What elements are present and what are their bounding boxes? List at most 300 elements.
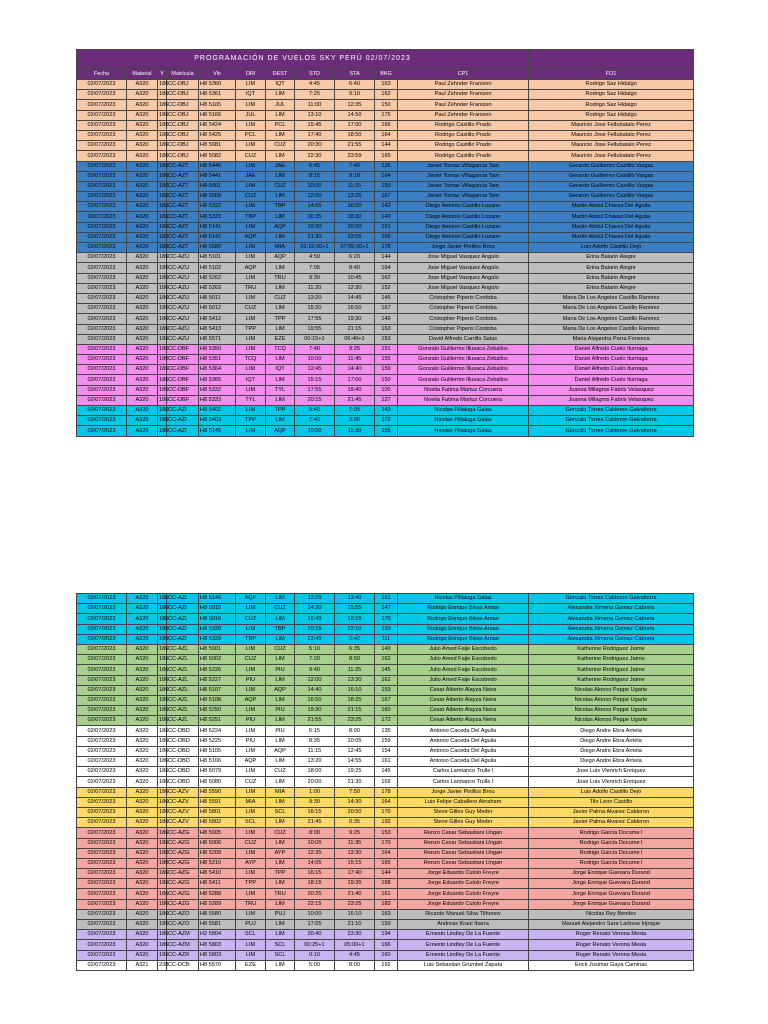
cell-seats: 186 [158, 716, 167, 726]
cell-date: 02/07/2023 [77, 655, 127, 665]
cell-std: 01:15:00+1 [295, 243, 335, 253]
cell-date: 02/07/2023 [77, 344, 127, 354]
cell-date: 02/07/2023 [77, 787, 127, 797]
cell-first-officer: Joanna Milagros Fabris Velasquez [529, 395, 694, 405]
cell-date: 02/07/2023 [77, 675, 127, 685]
cell-destination: PIU [266, 706, 295, 716]
cell-destination: LIM [266, 110, 295, 120]
cell-registration: CC-AZG [167, 838, 199, 848]
cell-std: 00:25+1 [295, 940, 335, 950]
cell-std: 14:30 [295, 604, 335, 614]
cell-captain: Steve Gilles Guy Meder [398, 807, 529, 817]
cell-date: 02/07/2023 [77, 212, 127, 222]
cell-flight: H8 5801 [199, 807, 236, 817]
cell-sta: 8:00 [335, 960, 375, 970]
cell-origin: LIM [236, 706, 266, 716]
cell-aircraft: A320 [127, 110, 158, 120]
cell-destination: LIM [266, 151, 295, 161]
cell-aircraft: A320 [127, 283, 158, 293]
cell-aircraft: A320 [127, 838, 158, 848]
cell-captain: Javier Tomas Villagarcia Tam [398, 181, 529, 191]
cell-captain: Jose Miguel Vasquez Angulo [398, 263, 529, 273]
cell-aircraft: A320 [127, 594, 158, 604]
cell-captain: Ernesto Lindley De La Fuente [398, 940, 529, 950]
cell-origin: LIM [236, 940, 266, 950]
table-row [77, 283, 694, 293]
cell-aircraft: A320 [127, 375, 158, 385]
cell-registration: CC-DBD [167, 726, 199, 736]
cell-first-officer: Tilo Leon Castillo [529, 797, 694, 807]
cell-origin: PUJ [236, 920, 266, 930]
cell-seats: 186 [158, 232, 167, 242]
cell-captain: Paul Zehnder Franizen [398, 110, 529, 120]
cell-sta: 21:15 [335, 324, 375, 334]
cell-captain: Cristopher Piperis Cordoba [398, 314, 529, 324]
table-row [77, 192, 694, 202]
cell-sta: 6:40 [335, 80, 375, 90]
cell-date: 02/07/2023 [77, 141, 127, 151]
cell-aircraft: A320 [127, 675, 158, 685]
cell-origin: LIM [236, 848, 266, 858]
cell-std: 20:00 [295, 777, 335, 787]
cell-date: 02/07/2023 [77, 889, 127, 899]
cell-date: 02/07/2023 [77, 395, 127, 405]
cell-destination: AYP [266, 848, 295, 858]
cell-destination: LIM [266, 736, 295, 746]
cell-sta: 7:05 [335, 406, 375, 416]
cell-sta: 17:40 [335, 869, 375, 879]
cell-sta: 9:25 [335, 344, 375, 354]
cell-aircraft: A320 [127, 644, 158, 654]
table-row [77, 90, 694, 100]
table-row [77, 293, 694, 303]
cell-captain: Jorge Eduardo Culolo Freyre [398, 899, 529, 909]
cell-registration: CC-AZR [167, 950, 199, 960]
cell-first-officer: Rodrigo Garcia Docume l [529, 848, 694, 858]
cell-std: 8:15 [295, 171, 335, 181]
cell-aircraft: A320 [127, 665, 158, 675]
cell-destination: LIM [266, 192, 295, 202]
cell-destination: LIM [266, 920, 295, 930]
cell-booked: 164 [375, 263, 398, 273]
cell-captain: Rodrigo Enrique Bless Arnao [398, 624, 529, 634]
cell-registration: CC-AZV [167, 818, 199, 828]
cell-origin: LIM [236, 120, 266, 130]
cell-origin: SCL [236, 930, 266, 940]
cell-sta: 6:20 [335, 253, 375, 263]
cell-booked: 152 [375, 283, 398, 293]
cell-destination: LIM [266, 355, 295, 365]
table-row [77, 848, 694, 858]
cell-seats: 186 [158, 807, 167, 817]
cell-aircraft: A320 [127, 746, 158, 756]
cell-registration: CC-AZU [167, 293, 199, 303]
cell-booked: 153 [375, 828, 398, 838]
cell-std: 19:20 [295, 222, 335, 232]
cell-seats: 186 [158, 385, 167, 395]
cell-flight: H8 5165 [199, 100, 236, 110]
cell-std: 19:55 [295, 324, 335, 334]
cell-date: 02/07/2023 [77, 695, 127, 705]
table-row [77, 324, 694, 334]
cell-seats: 186 [158, 243, 167, 253]
cell-registration: CC-AZU [167, 273, 199, 283]
cell-booked: 146 [375, 293, 398, 303]
cell-origin: LIM [236, 746, 266, 756]
cell-origin: LIM [236, 604, 266, 614]
cell-booked: 149 [375, 644, 398, 654]
cell-origin: TYL [236, 395, 266, 405]
cell-std: 4:50 [295, 253, 335, 263]
cell-aircraft: A320 [127, 828, 158, 838]
cell-booked: 161 [375, 594, 398, 604]
cell-date: 02/07/2023 [77, 110, 127, 120]
cell-registration: CC-AZT [167, 192, 199, 202]
cell-origin: CUZ [236, 151, 266, 161]
cell-flight: H8 5328 [199, 624, 236, 634]
cell-first-officer: Jorge Enrique Guevara Durand [529, 889, 694, 899]
cell-date: 02/07/2023 [77, 757, 127, 767]
cell-std: 14:05 [295, 858, 335, 868]
cell-destination: TBP [266, 202, 295, 212]
cell-seats: 186 [158, 395, 167, 405]
cell-origin: MIA [236, 797, 266, 807]
cell-captain: Diego Antonio Castillo Lozano [398, 202, 529, 212]
cell-std: 17:40 [295, 130, 335, 140]
cell-captain: Cesar Alberto Alayza Neira [398, 716, 529, 726]
cell-destination: LIM [266, 858, 295, 868]
cell-booked: 145 [375, 665, 398, 675]
cell-destination: TPP [266, 869, 295, 879]
cell-std: 15:45 [295, 120, 335, 130]
cell-first-officer: Mauricio Jose Fellubatalo Perez [529, 141, 694, 151]
cell-first-officer: Nicolas Alonso Peppe Ugarte [529, 706, 694, 716]
cell-flight: H8 5350 [199, 344, 236, 354]
cell-registration: CC-AZG [167, 848, 199, 858]
cell-sta: 12:30 [335, 283, 375, 293]
cell-std: 5:00 [295, 960, 335, 970]
cell-flight: H8 5802 [199, 818, 236, 828]
cell-first-officer: Daniel Alfredo Cuelo Iturriaga [529, 344, 694, 354]
cell-sta: 20:50 [335, 222, 375, 232]
column-header-destination: DEST [266, 69, 295, 80]
cell-seats: 186 [158, 344, 167, 354]
table-row [77, 355, 694, 365]
cell-origin: AYP [236, 858, 266, 868]
table-row [77, 716, 694, 726]
cell-flight: H8 5145 [199, 426, 236, 436]
cell-origin: IQT [236, 90, 266, 100]
cell-captain: Ricardo Manuel Silva Tlihonov [398, 909, 529, 919]
table-row [77, 395, 694, 405]
cell-aircraft: A320 [127, 736, 158, 746]
cell-std: 17:55 [295, 314, 335, 324]
table-row [77, 181, 694, 191]
cell-captain: Julio Amed Faije Escobedo [398, 644, 529, 654]
cell-sta: 9:25 [335, 828, 375, 838]
cell-booked: 165 [375, 151, 398, 161]
cell-seats: 186 [158, 314, 167, 324]
cell-aircraft: A320 [127, 263, 158, 273]
cell-first-officer: Alexandra Ximena Gomez Cabrera [529, 614, 694, 624]
cell-destination: LIM [266, 838, 295, 848]
cell-sta: 19:35 [335, 879, 375, 889]
cell-aircraft: A320 [127, 920, 158, 930]
cell-seats: 186 [158, 920, 167, 930]
cell-destination: CUZ [266, 293, 295, 303]
cell-sta: 07:05:00+1 [335, 243, 375, 253]
cell-std: 12:05 [295, 594, 335, 604]
cell-flight: H8 5440 [199, 161, 236, 171]
cell-seats: 186 [158, 726, 167, 736]
cell-first-officer: Nicolas Alonso Peppe Ugarte [529, 716, 694, 726]
cell-destination: CUZ [266, 828, 295, 838]
cell-std: 20:15 [295, 395, 335, 405]
cell-first-officer: Erick Josimar Gaya Caminas [529, 960, 694, 970]
cell-first-officer: Javier Palma Alvarez Calderon [529, 807, 694, 817]
cell-seats: 186 [158, 767, 167, 777]
cell-std: 20:15 [295, 624, 335, 634]
cell-registration: CC-AZU [167, 304, 199, 314]
cell-std: 7:25 [295, 90, 335, 100]
cell-flight: H8 5146 [199, 594, 236, 604]
cell-first-officer: Jose Luis Vlenrich Enriquez [529, 767, 694, 777]
cell-aircraft: A320 [127, 950, 158, 960]
cell-first-officer: Luis Adolfo Castillo Dejo [529, 243, 694, 253]
cell-origin: AQP [236, 232, 266, 242]
cell-sta: 18:30 [335, 212, 375, 222]
cell-registration: CC-AZT [167, 243, 199, 253]
cell-aircraft: A320 [127, 181, 158, 191]
cell-registration: CC-AZG [167, 869, 199, 879]
cell-date: 02/07/2023 [77, 324, 127, 334]
cell-booked: 158 [375, 879, 398, 889]
cell-first-officer: Martin Abdul Chavez Del Aguila [529, 232, 694, 242]
cell-date: 02/07/2023 [77, 940, 127, 950]
cell-aircraft: A320 [127, 80, 158, 90]
cell-origin: LIM [236, 828, 266, 838]
cell-sta: 14:55 [335, 757, 375, 767]
cell-destination: LIM [266, 757, 295, 767]
cell-destination: LIM [266, 960, 295, 970]
cell-registration: CC-AZL [167, 695, 199, 705]
cell-destination: JUL [266, 100, 295, 110]
cell-captain: Steve Gilles Guy Meder [398, 818, 529, 828]
table-row [77, 869, 694, 879]
cell-destination: LIM [266, 324, 295, 334]
cell-aircraft: A320 [127, 858, 158, 868]
cell-registration: CC-AZU [167, 324, 199, 334]
cell-aircraft: A320 [127, 930, 158, 940]
cell-destination: CUZ [266, 767, 295, 777]
cell-flight: H8 5226 [199, 665, 236, 675]
cell-sta: 23:05 [335, 232, 375, 242]
cell-captain: Paul Zehnder Franizen [398, 100, 529, 110]
cell-flight: H8 5263 [199, 283, 236, 293]
table-row [77, 726, 694, 736]
cell-origin: TPP [236, 324, 266, 334]
cell-booked: 164 [375, 130, 398, 140]
cell-sta: 14:45 [335, 293, 375, 303]
cell-seats: 186 [158, 930, 167, 940]
cell-seats: 186 [158, 604, 167, 614]
cell-origin: IQT [236, 375, 266, 385]
cell-destination: LIM [266, 416, 295, 426]
cell-date: 02/07/2023 [77, 416, 127, 426]
cell-sta: 18:25 [335, 695, 375, 705]
cell-booked: 159 [375, 736, 398, 746]
table-row [77, 828, 694, 838]
cell-std: 10:05 [295, 838, 335, 848]
cell-aircraft: A320 [127, 314, 158, 324]
table-row [77, 243, 694, 253]
cell-first-officer: Diego Andre Ebra Arriela [529, 726, 694, 736]
cell-date: 02/07/2023 [77, 899, 127, 909]
cell-captain: Rodrigo Castillo Prado [398, 151, 529, 161]
cell-seats: 186 [158, 355, 167, 365]
cell-flight: H8 5227 [199, 675, 236, 685]
cell-flight: H8 5080 [199, 777, 236, 787]
cell-booked: 160 [375, 706, 398, 716]
cell-captain: Diego Antonio Castillo Lozano [398, 212, 529, 222]
cell-first-officer: Erina Balarin Alegre [529, 273, 694, 283]
cell-std: 10:00 [295, 909, 335, 919]
cell-origin: LIM [236, 141, 266, 151]
cell-destination: EZE [266, 334, 295, 344]
cell-flight: H8 5351 [199, 355, 236, 365]
cell-sta: 22:10 [335, 624, 375, 634]
cell-aircraft: A320 [127, 334, 158, 344]
cell-booked: 164 [375, 848, 398, 858]
cell-std: 9:30 [295, 797, 335, 807]
cell-captain: Julio Amed Faije Escobedo [398, 655, 529, 665]
cell-std: 16:45 [295, 614, 335, 624]
table-row [77, 375, 694, 385]
cell-aircraft: A320 [127, 293, 158, 303]
cell-seats: 186 [158, 909, 167, 919]
cell-sta: 11:30 [335, 426, 375, 436]
cell-sta: 23:25 [335, 716, 375, 726]
cell-destination: TCQ [266, 344, 295, 354]
cell-captain: Cristopher Piperis Cordoba [398, 304, 529, 314]
cell-registration: CC-AZU [167, 263, 199, 273]
cell-destination: LIM [266, 675, 295, 685]
cell-std: 21:55 [295, 716, 335, 726]
cell-first-officer: Alexandra Ximena Gomez Cabrera [529, 604, 694, 614]
table-body-1 [77, 80, 694, 437]
cell-std: 20:30 [295, 141, 335, 151]
cell-origin: CUZ [236, 304, 266, 314]
cell-registration: CC-AZV [167, 807, 199, 817]
cell-first-officer: Jose Luis Vlenrich Enriquez [529, 777, 694, 787]
cell-date: 02/07/2023 [77, 90, 127, 100]
cell-date: 02/07/2023 [77, 243, 127, 253]
cell-origin: LIM [236, 253, 266, 263]
cell-date: 02/07/2023 [77, 716, 127, 726]
cell-first-officer: Nicolas Rey Benites [529, 909, 694, 919]
cell-registration: CC-AZT [167, 222, 199, 232]
cell-sta: 8:50 [335, 655, 375, 665]
cell-aircraft: A320 [127, 757, 158, 767]
cell-origin: CUZ [236, 777, 266, 787]
cell-flight: H8 5289 [199, 899, 236, 909]
cell-origin: LIM [236, 665, 266, 675]
cell-first-officer: Jorge Enrique Guevara Durand [529, 869, 694, 879]
cell-destination: TBP [266, 624, 295, 634]
cell-sta: 12:35 [335, 100, 375, 110]
cell-seats: 186 [158, 304, 167, 314]
cell-captain: Julio Amed Faije Escobedo [398, 665, 529, 675]
cell-captain: Cristopher Piperis Cordoba [398, 293, 529, 303]
cell-first-officer: Rodrigo Saz Hidalgo [529, 110, 694, 120]
cell-aircraft: A320 [127, 634, 158, 644]
cell-first-officer: Rodrigo Garcia Docume l [529, 858, 694, 868]
table-row [77, 385, 694, 395]
table-row [77, 665, 694, 675]
cell-first-officer: Maria De Los Angeles Castillo Ramirez [529, 293, 694, 303]
cell-booked: 160 [375, 950, 398, 960]
cell-sta: 9:00 [335, 416, 375, 426]
cell-captain: Javier Tomas Villagarcia Tam [398, 192, 529, 202]
cell-captain: Paul Zehnder Franizen [398, 90, 529, 100]
cell-registration: CC-AZV [167, 797, 199, 807]
cell-origin: LIM [236, 909, 266, 919]
cell-seats: 186 [158, 90, 167, 100]
cell-booked: 161 [375, 889, 398, 899]
cell-registration: CC-AZI [167, 604, 199, 614]
table-row [77, 80, 694, 90]
cell-registration: CC-DBJ [167, 110, 199, 120]
cell-origin: PIU [236, 736, 266, 746]
cell-first-officer: Diego Andre Ebra Arriela [529, 736, 694, 746]
cell-date: 02/07/2023 [77, 838, 127, 848]
cell-booked: 145 [375, 767, 398, 777]
cell-registration: CC-AZL [167, 706, 199, 716]
cell-aircraft: A320 [127, 624, 158, 634]
cell-origin: LIM [236, 181, 266, 191]
cell-date: 02/07/2023 [77, 828, 127, 838]
cell-aircraft: A320 [127, 818, 158, 828]
cell-std: 12:00 [295, 192, 335, 202]
cell-captain: Jorge Javier Pinillos Brou [398, 787, 529, 797]
cell-aircraft: A320 [127, 685, 158, 695]
cell-date: 02/07/2023 [77, 869, 127, 879]
cell-booked: 163 [375, 324, 398, 334]
cell-destination: AQP [266, 685, 295, 695]
cell-origin: LIM [236, 161, 266, 171]
cell-captain: Rodrigo Castillo Prado [398, 120, 529, 130]
cell-first-officer: Gerardo Guillermo Castillo Vargas [529, 161, 694, 171]
cell-booked: 144 [375, 141, 398, 151]
cell-captain: Gonzalo Guillermo Illusaca Zeballos [398, 355, 529, 365]
cell-first-officer: Katherine Rodriguez Jaime [529, 644, 694, 654]
cell-registration: CC-AZM [167, 930, 199, 940]
cell-flight: H8 5001 [199, 644, 236, 654]
cell-first-officer: Luis Adolfo Castillo Dejo [529, 787, 694, 797]
cell-seats: 186 [158, 879, 167, 889]
cell-aircraft: A320 [127, 304, 158, 314]
cell-seats: 186 [158, 736, 167, 746]
cell-origin: CUZ [236, 192, 266, 202]
cell-first-officer: Jorge Enrique Guevara Durand [529, 879, 694, 889]
cell-sta: 14:40 [335, 365, 375, 375]
cell-captain: Diego Antonio Castillo Lozano [398, 232, 529, 242]
cell-captain: Carlos Lamtanco Trulle l [398, 767, 529, 777]
cell-std: 7:40 [295, 344, 335, 354]
cell-booked: 100 [375, 385, 398, 395]
cell-aircraft: A320 [127, 90, 158, 100]
cell-registration: CC-AZT [167, 202, 199, 212]
